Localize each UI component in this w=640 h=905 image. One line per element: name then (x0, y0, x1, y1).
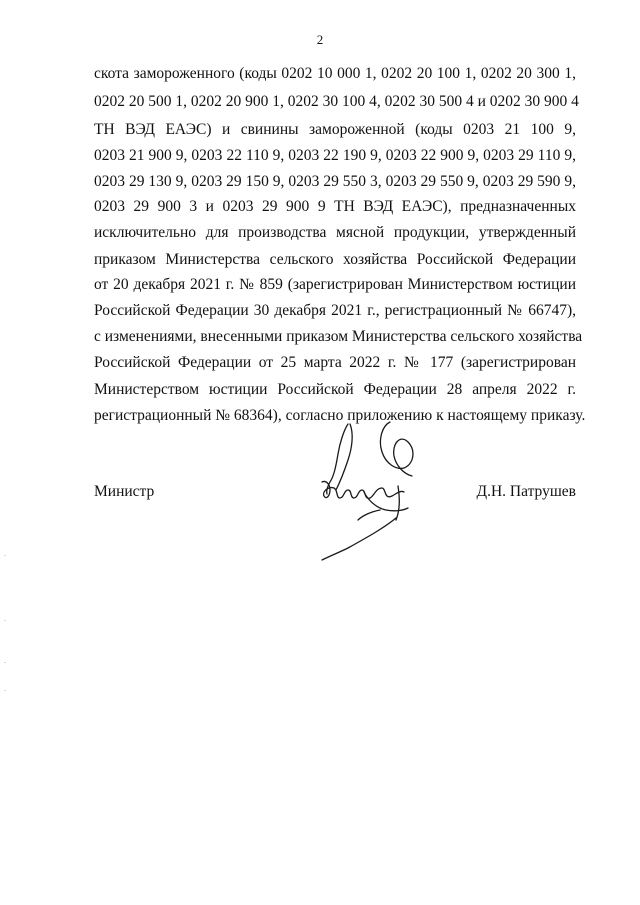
signer-name: Д.Н. Патрушев (476, 483, 576, 500)
body-line: с изменениями, внесенными приказом Министерства сельского хозяйства (94, 328, 583, 345)
body-line: скота замороженного (коды 0202 10 000 1, 0202 20 100 1, 0202 20 300 1, (94, 65, 576, 82)
body-line: Российской Федерации от 25 марта 2022 г. № 177 (зарегистрирован (94, 354, 576, 371)
page-number: 2 (316, 32, 324, 47)
body-line: от 20 декабря 2021 г. № 859 (зарегистрирован Министерством юстиции (94, 276, 576, 293)
handwritten-signature (300, 420, 430, 570)
body-line: 0203 21 900 9, 0203 22 110 9, 0203 22 190 9, 0203 22 900 9, 0203 29 110 9, (94, 147, 576, 164)
body-line: приказом Министерства сельского хозяйства Российской Федерации (94, 251, 576, 268)
body-line: 0203 29 900 3 и 0203 29 900 9 ТН ВЭД ЕАЭС), предназначенных (94, 198, 576, 215)
body-line: Российской Федерации 30 декабря 2021 г., регистрационный № 66747), (94, 302, 576, 319)
scan-artifact (4, 690, 6, 691)
scan-artifact (4, 620, 6, 621)
body-line: исключительно для производства мясной продукции, утвержденный (94, 224, 576, 241)
signature-block (0, 420, 640, 590)
body-line: регистрационный № 68364), согласно приложению к настоящему приказу. (94, 407, 586, 424)
position-title: Министр (94, 483, 155, 500)
body-line: 0203 29 130 9, 0203 29 150 9, 0203 29 550 3, 0203 29 550 9, 0203 29 590 9, (94, 173, 576, 190)
scan-artifact (4, 555, 6, 556)
body-line: ТН ВЭД ЕАЭС) и свинины замороженной (коды 0203 21 100 9, (94, 121, 576, 138)
body-line: Министерством юстиции Российской Федерации 28 апреля 2022 г. (94, 381, 576, 398)
body-line: 0202 20 500 1, 0202 20 900 1, 0202 30 100 4, 0202 30 500 4 и 0202 30 900 4 (94, 93, 579, 110)
scan-artifact (4, 662, 6, 663)
